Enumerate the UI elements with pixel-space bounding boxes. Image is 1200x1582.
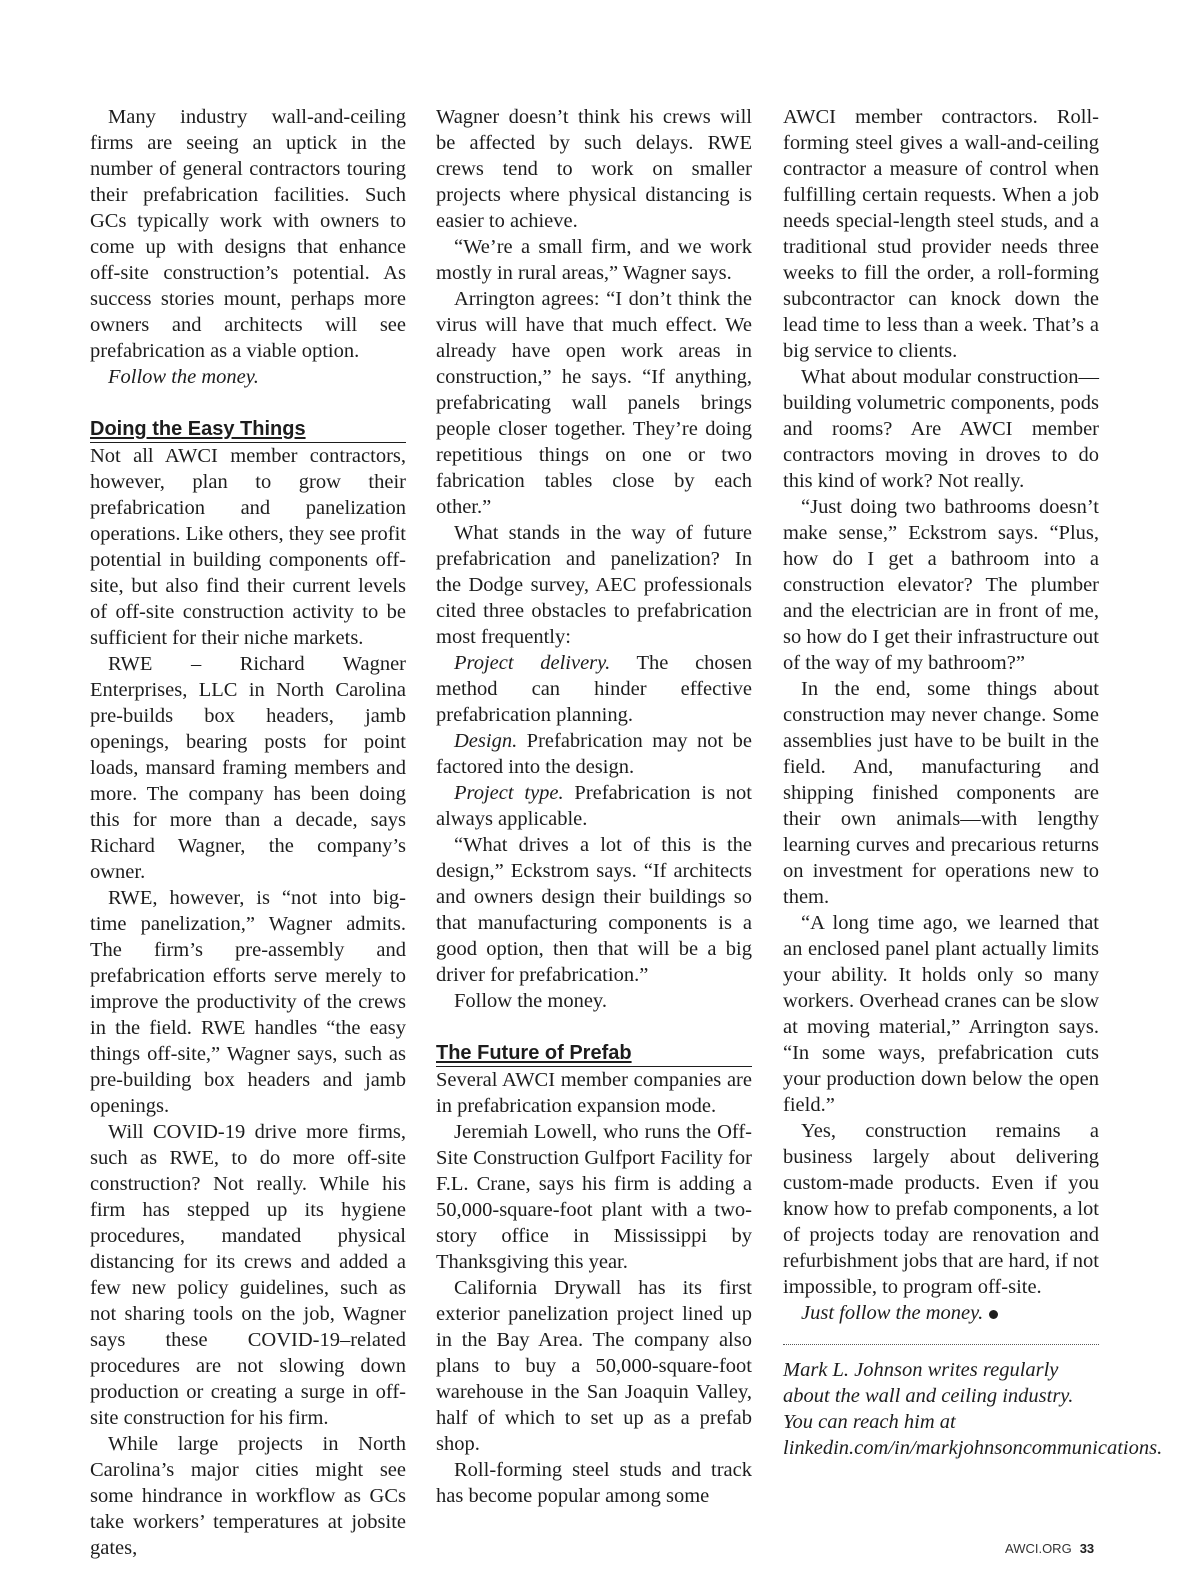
paragraph: What about modular construction—building volumetric components, pods and rooms? Are AWCI member contractors moving in droves to do this kind of work? Not really. <box>783 366 1099 492</box>
section-heading <box>436 1040 752 1067</box>
author-bio-text: Mark L. Johnson writes regularly about the wall and ceiling industry. You can reach him at linkedin.com/in/markjohnsoncommunications. <box>783 1359 1163 1459</box>
paragraph: “A long time ago, we learned that an enclosed panel plant actually limits your ability. It holds only so many workers. Overhead cranes can be slow at moving material,” Arrington says. “In some ways, prefabrication cuts your production down below the open field.” <box>783 912 1099 1116</box>
paragraph: RWE – Richard Wagner Enterprises, LLC in North Carolina pre-builds box headers, jamb openings, bearing posts for point loads, mansard framing members and more. The company has been doing this for more than a decade, says Richard Wagner, the company’s owner. <box>90 653 406 883</box>
section-heading-text: Doing the Easy Things <box>90 418 306 440</box>
italic-lead: Project type. <box>454 782 564 804</box>
paragraph: AWCI member contractors. Roll-forming steel gives a wall-and-ceiling contractor a measure of control when fulfilling certain requests. When a job needs special-length steel studs, and a traditional stud provider needs three weeks to fill the order, a roll-forming subcontractor can knock down the lead time to less than a week. That’s a big service to clients. <box>783 106 1099 362</box>
paragraph: Will COVID-19 drive more firms, such as RWE, to do more off-site construction? Not really. While his firm has stepped up its hygiene procedures, mandated physical distancing for its crews and added a few new policy guidelines, such as not sharing tools on the job, Wagner says these COVID-19–related procedures are not slowing down production or creating a surge in off-site construction for his firm. <box>90 1121 406 1429</box>
paragraph: Roll-forming steel studs and track has become popular among some <box>436 1459 752 1507</box>
paragraph <box>90 364 406 390</box>
section-heading-text: The Future of Prefab <box>436 1042 632 1064</box>
paragraph: Jeremiah Lowell, who runs the Off-Site Construction Gulfport Facility for F.L. Crane, says his firm is adding a 50,000-square-foot plant with a two-story office in Mississippi by Thanksgiving this year. <box>436 1121 752 1273</box>
paragraph: Follow the money. <box>454 990 607 1012</box>
paragraph <box>436 728 752 780</box>
author-bio <box>783 1357 1163 1461</box>
paragraph-text: Prefabrication is not always applicable. <box>436 782 752 830</box>
paragraph: Many industry wall-and-ceiling firms are seeing an uptick in the number of general contractors touring their prefabrication facilities. Such GCs typically work with owners to come up with designs that enhance off-site construction’s potential. As success stories mount, perhaps more owners and architects will see prefabrication as a viable option. <box>90 106 406 362</box>
paragraph: Arrington agrees: “I don’t think the virus will have that much effect. We already have open work areas in construction,” he says. “If anything, prefabricating wall panels brings people closer together. They’re doing repetitious things on one or two fabrication tables close by each other.” <box>436 288 752 518</box>
paragraph-text: Prefabrication may not be factored into the design. <box>436 730 752 778</box>
paragraph-text: The chosen method can hinder effective prefabrication planning. <box>436 652 752 726</box>
paragraph <box>783 1300 1099 1326</box>
paragraph: Several AWCI member companies are in prefabrication expansion mode. <box>436 1069 752 1117</box>
page-number: 33 <box>1079 1541 1095 1556</box>
column-3 <box>783 104 1163 1461</box>
paragraph <box>436 780 752 832</box>
paragraph: While large projects in North Carolina’s major cities might see some hindrance in workflow as GCs take workers’ temperatures at jobsite gates, <box>90 1433 406 1559</box>
italic-lead: Design. <box>454 730 518 752</box>
paragraph: RWE, however, is “not into big-time panelization,” Wagner admits. The firm’s pre-assembly and prefabrication efforts serve merely to improve the productivity of the crews in the field. RWE handles “the easy things off-site,” Wagner says, such as pre-building box headers and jamb openings. <box>90 887 406 1117</box>
column-1 <box>90 104 406 1561</box>
paragraph: Wagner doesn’t think his crews will be affected by such delays. RWE crews tend to work on smaller projects where physical distancing is easier to achieve. <box>436 106 752 232</box>
italic-text: Just follow the money. <box>801 1302 984 1324</box>
paragraph: “Just doing two bathrooms doesn’t make sense,” Eckstrom says. “Plus, how do I get a bathroom into a construction elevator? The plumber and the electrician are in front of me, so how do I get their infrastructure out of the way of my bathroom?” <box>783 496 1099 674</box>
end-mark-icon <box>989 1310 998 1319</box>
footer-site: AWCI.ORG <box>1005 1541 1072 1556</box>
paragraph <box>436 650 752 728</box>
paragraph: What stands in the way of future prefabrication and panelization? In the Dodge survey, AEC professionals cited three obstacles to prefabrication most frequently: <box>436 522 752 648</box>
paragraph: In the end, some things about construction may never change. Some assemblies just have to be built in the field. And, manufacturing and shipping finished components are their own animals—with lengthy learning curves and precarious returns on investment for operations new to them. <box>783 678 1099 908</box>
dotted-divider <box>783 1344 1099 1345</box>
paragraph: “What drives a lot of this is the design,” Eckstrom says. “If architects and owners design their buildings so that manufacturing components is a good option, then that will be a big driver for prefabrication.” <box>436 834 752 986</box>
italic-text: Follow the money. <box>108 366 259 388</box>
paragraph: Not all AWCI member contractors, however, plan to grow their prefabrication and panelization operations. Like others, they see profit potential in building components off-site, but also find their current levels of off-site construction activity to be sufficient for their niche markets. <box>90 445 406 649</box>
column-2 <box>436 104 752 1509</box>
paragraph: “We’re a small firm, and we work mostly in rural areas,” Wagner says. <box>436 236 752 284</box>
paragraph: California Drywall has its first exterior panelization project lined up in the Bay Area. The company also plans to buy a 50,000-square-foot warehouse in the San Joaquin Valley, half of which to set up as a prefab shop. <box>436 1277 752 1455</box>
section-heading <box>90 416 406 443</box>
page-footer <box>1005 1541 1094 1556</box>
paragraph: Yes, construction remains a business largely about delivering custom-made products. Even if you know how to prefab components, a lot of projects today are renovation and refurbishment jobs that are hard, if not impossible, to program off-site. <box>783 1120 1099 1298</box>
italic-lead: Project delivery. <box>454 652 611 674</box>
